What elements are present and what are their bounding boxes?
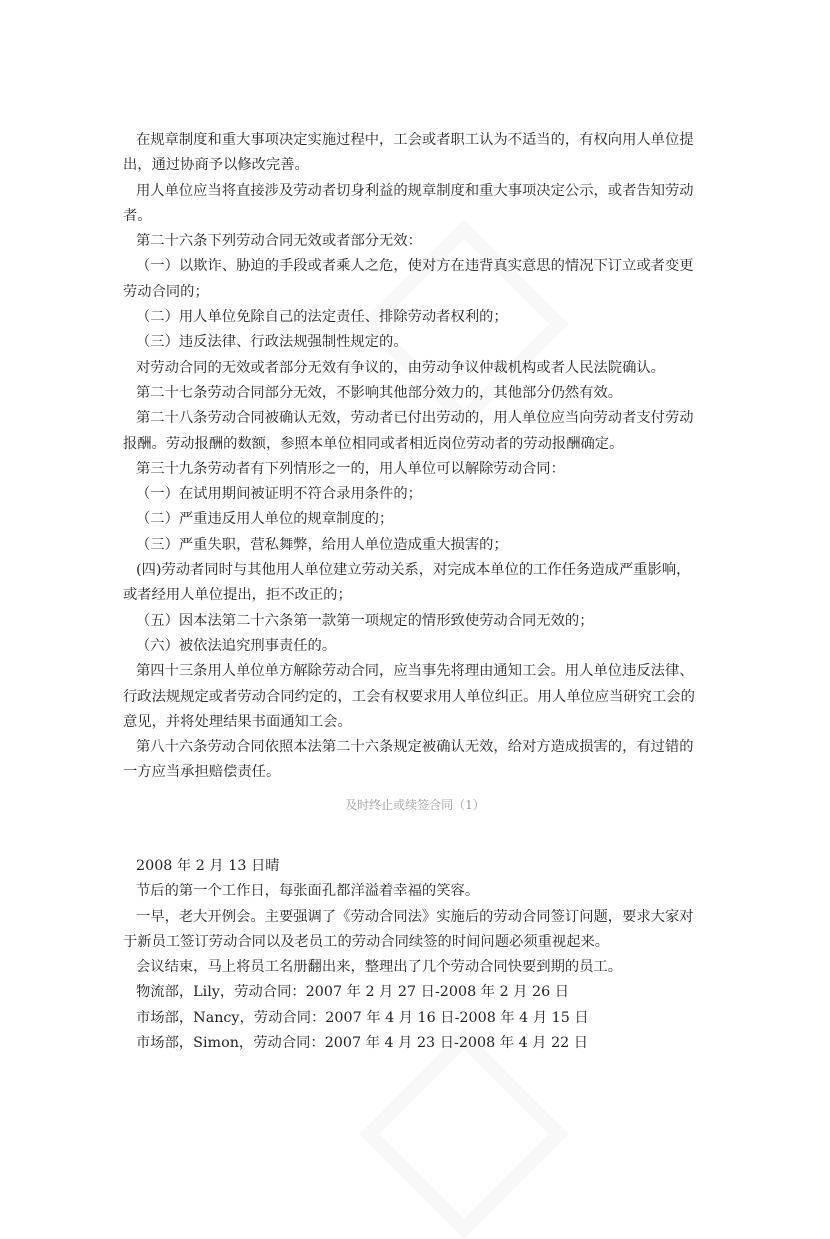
text-line: 报酬。劳动报酬的数额，参照本单位相同或者相近岗位劳动者的劳动报酬确定。: [123, 435, 624, 452]
text-line: （三）违反法律、行政法规强制性规定的。: [136, 334, 408, 351]
text-line: 节后的第一个工作日，每张面孔都洋溢着幸福的笑容。: [136, 883, 480, 900]
text-line: （五）因本法第二十六条第一款第一项规定的情形致使劳动合同无效的；: [136, 612, 594, 629]
text-line: 行政法规规定或者劳动合同约定的，工会有权要求用人单位纠正。用人单位应当研究工会的: [123, 688, 695, 705]
body-text-section-1: [123, 128, 723, 786]
section-caption: 及时终止或续签合同（1）: [345, 798, 485, 812]
watermark-logo: [359, 1029, 568, 1238]
text-line: 市场部，Simon，劳动合同：2007 年 4 月 23 日-2008 年 4 月 22 日: [136, 1035, 589, 1052]
text-line: 用人单位应当将直接涉及劳动者切身利益的规章制度和重大事项决定公示，或者告知劳动: [136, 182, 694, 199]
text-line: 会议结束，马上将员工名册翻出来，整理出了几个劳动合同快要到期的员工。: [136, 959, 623, 976]
text-line: (四)劳动者同时与其他用人单位建立劳动关系，对完成本单位的工作任务造成严重影响，: [136, 562, 691, 579]
text-line: 第二十八条劳动合同被确认无效，劳动者已付出劳动的，用人单位应当向劳动者支付劳动: [136, 410, 694, 427]
text-line: 物流部，Lily，劳动合同：2007 年 2 月 27 日-2008 年 2 月 26 日: [136, 984, 570, 1001]
text-line: 第四十三条用人单位单方解除劳动合同，应当事先将理由通知工会。用人单位违反法律、: [136, 663, 694, 680]
text-line: （三）严重失职，营私舞弊，给用人单位造成重大损害的；: [136, 536, 508, 553]
text-line: 一方应当承担赔偿责任。: [123, 764, 281, 781]
text-line: 出，通过协商予以修改完善。: [123, 157, 309, 174]
text-line: 第二十六条下列劳动合同无效或者部分无效：: [136, 233, 422, 250]
text-line: （六）被依法追究刑事责任的。: [136, 637, 337, 654]
body-text-section-2: [123, 854, 723, 1056]
text-line: （二）用人单位免除自己的法定责任、排除劳动者权利的；: [136, 309, 508, 326]
text-line: 于新员工签订劳动合同以及老员工的劳动合同续签的时间问题必须重视起来。: [123, 933, 610, 950]
text-line: （一）以欺诈、胁迫的手段或者乘人之危，使对方在违背真实意思的情况下订立或者变更: [136, 258, 694, 275]
text-line: 意见，并将处理结果书面通知工会。: [123, 713, 352, 730]
text-line: （二）严重违反用人单位的规章制度的；: [136, 511, 394, 528]
text-line: 劳动合同的；: [123, 283, 209, 300]
text-line: 对劳动合同的无效或者部分无效有争议的，由劳动争议仲裁机构或者人民法院确认。: [136, 359, 665, 376]
text-line: 第三十九条劳动者有下列情形之一的，用人单位可以解除劳动合同：: [136, 460, 565, 477]
text-line: 一早，老大开例会。主要强调了《劳动合同法》实施后的劳动合同签订问题，要求大家对: [136, 908, 694, 925]
text-line: 或者经用人单位提出，拒不改正的；: [123, 587, 352, 604]
text-line: 2008 年 2 月 13 日晴: [136, 858, 280, 874]
text-line: 市场部，Nancy，劳动合同：2007 年 4 月 16 日-2008 年 4 月 15 日: [136, 1009, 589, 1026]
text-line: （一）在试用期间被证明不符合录用条件的；: [136, 486, 422, 503]
text-line: 者。: [123, 207, 152, 224]
text-line: 在规章制度和重大事项决定实施过程中，工会或者职工认为不适当的，有权向用人单位提: [136, 132, 694, 148]
text-line: 第二十七条劳动合同部分无效，不影响其他部分效力的，其他部分仍然有效。: [136, 384, 623, 401]
text-line: 第八十六条劳动合同依照本法第二十六条规定被确认无效，给对方造成损害的，有过错的: [136, 739, 694, 756]
